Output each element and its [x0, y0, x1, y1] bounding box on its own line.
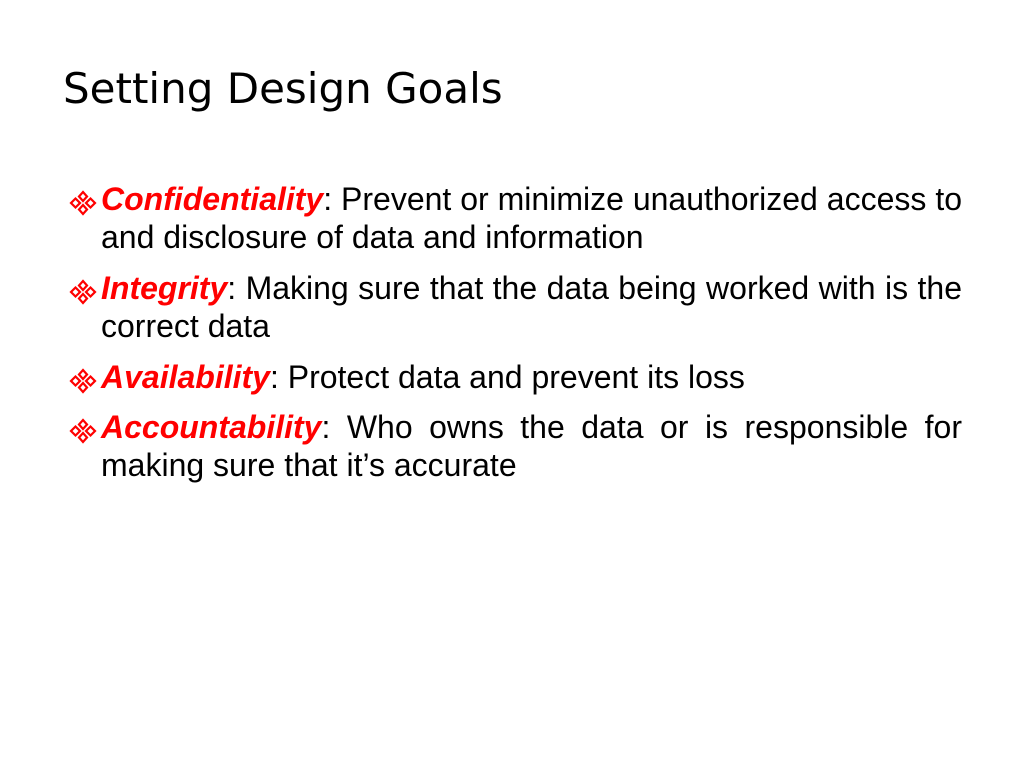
bullet-term: Integrity: [101, 269, 228, 306]
bullet-item-availability: [64, 358, 962, 396]
slide-title: Setting Design Goals: [63, 64, 503, 113]
bullet-item-confidentiality: [64, 180, 962, 257]
four-diamond-bullet-icon: [66, 418, 100, 444]
bullet-term: Accountability: [101, 408, 322, 445]
bullet-separator: :: [321, 408, 331, 445]
bullet-separator: :: [227, 269, 237, 306]
four-diamond-bullet-icon: [66, 368, 100, 394]
bullet-separator: :: [323, 181, 333, 217]
bullet-item-integrity: [64, 269, 962, 346]
bullet-text: Prevent or minimize unauthorized access to and disclosure of data and information: [101, 181, 962, 256]
bullet-text: Protect data and prevent its loss: [278, 358, 745, 395]
four-diamond-bullet-icon: [66, 279, 100, 305]
bullet-term: Availability: [101, 358, 270, 395]
bullet-term: Confidentiality: [101, 181, 324, 217]
bullet-item-accountability: [64, 408, 962, 485]
bullet-list: [64, 180, 962, 497]
four-diamond-bullet-icon: [66, 190, 100, 216]
bullet-text: Making sure that the data being worked with is the correct data: [101, 269, 962, 345]
bullet-separator: :: [269, 358, 279, 395]
bullet-text: Who owns the data or is responsible for making sure that it’s accurate: [101, 408, 962, 484]
